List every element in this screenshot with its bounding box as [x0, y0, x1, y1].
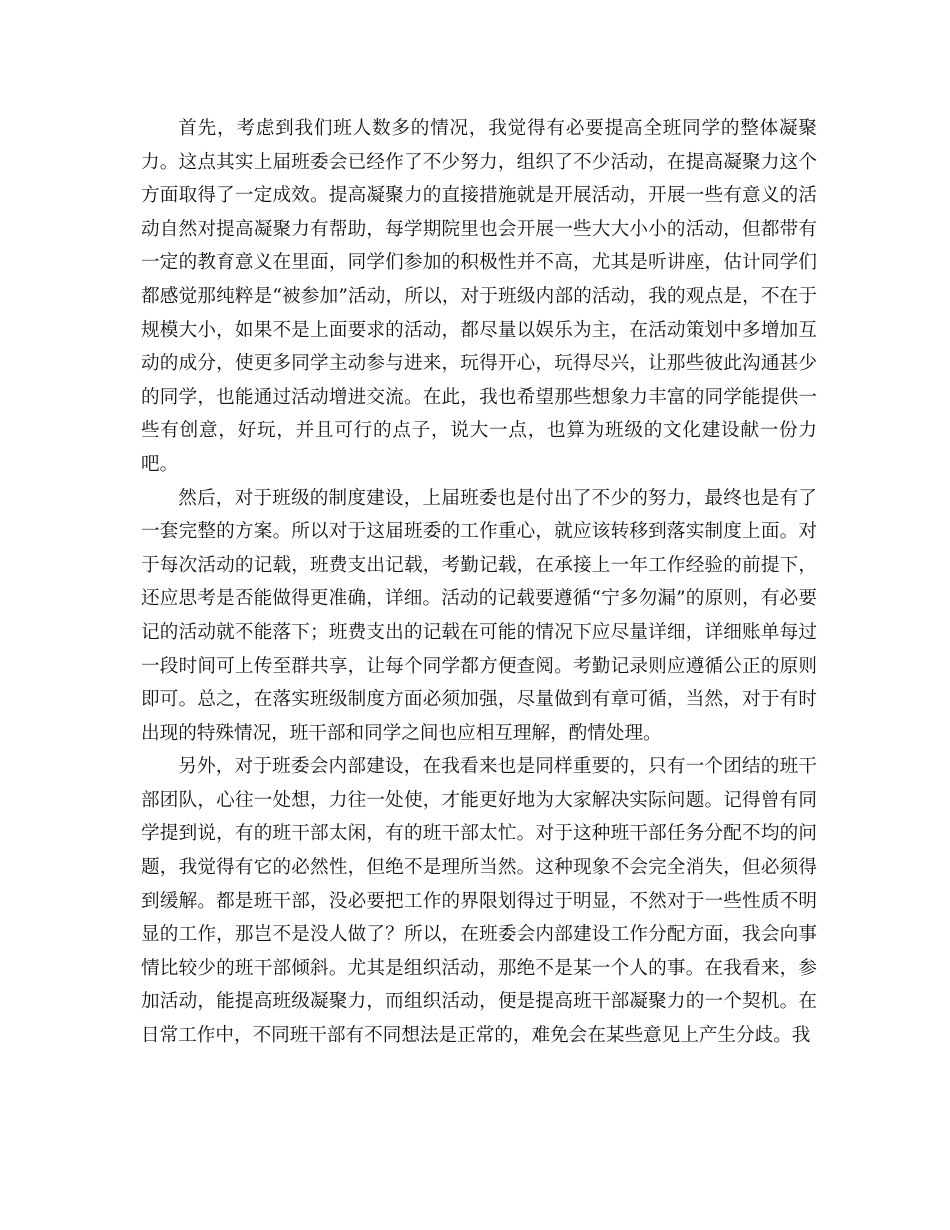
- paragraph-committee-building: 另外，对于班委会内部建设，在我看来也是同样重要的，只有一个团结的班干部团队，心往一处想，力往一处使，才能更好地为大家解决实际问题。记得曾有同学提到说，有的班干部太闲，有的班干部太忙。对于这种班干部任务分配不均的问题，我觉得有它的必然性，但绝不是理所当然。这种现象不会完全消失，但必须得到缓解。都是班干部，没必要把工作的界限划得过于明显，不然对于一些性质不明显的工作，那岂不是没人做了？所以，在班委会内部建设工作分配方面，我会向事情比较少的班干部倾斜。尤其是组织活动，那绝不是某一个人的事。在我看来，参加活动，能提高班级凝聚力，而组织活动，便是提高班干部凝聚力的一个契机。在日常工作中，不同班干部有不同想法是正常的，难免会在某些意见上产生分歧。我: [141, 756, 817, 1047]
- document-body: [141, 112, 817, 1053]
- paragraph-class-system: 然后，对于班级的制度建设，上届班委也是付出了不少的努力，最终也是有了一套完整的方案。所以对于这届班委的工作重心，就应该转移到落实制度上面。对于每次活动的记载，班费支出记载，考勤记载，在承接上一年工作经验的前提下，还应思考是否能做得更准确，详细。活动的记载要遵循“宁多勿漏”的原则，有必要记的活动就不能落下；班费支出的记载在可能的情况下应尽量详细，详细账单每过一段时间可上传至群共享，让每个同学都方便查阅。考勤记录则应遵循公正的原则即可。总之，在落实班级制度方面必须加强，尽量做到有章可循，当然，对于有时出现的特殊情况，班干部和同学之间也应相互理解，酌情处理。: [141, 487, 817, 744]
- paragraph-class-cohesion: 首先，考虑到我们班人数多的情况，我觉得有必要提高全班同学的整体凝聚力。这点其实上届班委会已经作了不少努力，组织了不少活动，在提高凝聚力这个方面取得了一定成效。提高凝聚力的直接措施就是开展活动，开展一些有意义的活动自然对提高凝聚力有帮助，每学期院里也会开展一些大大小小的活动，但都带有一定的教育意义在里面，同学们参加的积极性并不高，尤其是听讲座，估计同学们都感觉那纯粹是“被参加”活动，所以，对于班级内部的活动，我的观点是，不在于规模大小，如果不是上面要求的活动，都尽量以娱乐为主，在活动策划中多增加互动的成分，使更多同学主动参与进来，玩得开心，玩得尽兴，让那些彼此沟通甚少的同学，也能通过活动增进交流。在此，我也希望那些想象力丰富的同学能提供一些有创意，好玩，并且可行的点子，说大一点，也算为班级的文化建设献一份力吧。: [141, 118, 817, 475]
